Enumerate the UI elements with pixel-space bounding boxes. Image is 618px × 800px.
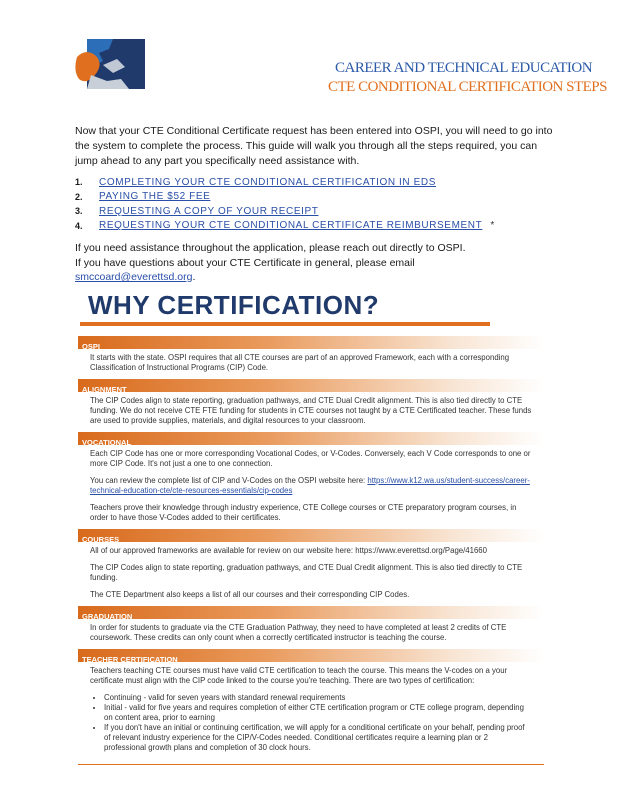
section-heading: WHY CERTIFICATION? [88,290,380,320]
section-title: COURSES [82,535,120,544]
cip-codes-intro: You can review the complete list of CIP and V-Codes on the OSPI website here: [90,476,366,485]
step-link-completing-certification[interactable]: COMPLETING YOUR CTE CONDITIONAL CERTIFICATION IN EDS [99,176,436,188]
section-text: Teachers prove their knowledge through industry experience, CTE College courses or CTE preparatory program courses, in order to have those V-Codes added to their certificates. [90,503,517,522]
section-header-ospi [78,336,544,349]
certification-types-list [90,693,532,753]
section-text: The CIP Codes align to state reporting, graduation pathways, and CTE Dual Credit alignment. This is also tied directly to CTE funding. We do not receive CTE FTE funding for students in CTE courses not taught by a CTE Certificated teacher. These funds are used to provide supplies, materials, and digital resources to your classroom. [90,396,532,425]
section-text: It starts with the state. OSPI requires that all CTE courses are part of an approved Framework, each with a corresponding Classification of Instructional Programs (CIP) Code. [90,353,510,372]
help-paragraph [75,241,555,285]
header-subtitle: CTE CONDITIONAL CERTIFICATION STEPS [328,79,607,95]
list-item [75,204,575,219]
help-line-ospi: If you need assistance throughout the application, please reach out directly to OSPI. [75,242,466,254]
step-link-requesting-reimbursement[interactable]: REQUESTING YOUR CTE CONDITIONAL CERTIFICATE REIMBURSEMENT [99,220,483,232]
district-logo-icon [73,35,148,93]
section-title: OSPI [82,342,100,351]
cip-codes-link[interactable]: https://www.k12.wa.us/student-success/career-technical-education-cte/cte-resources-essentials/cip-codes [90,476,530,495]
section-title: GRADUATION [82,612,133,621]
section-text: In order for students to graduate via the CTE Graduation Pathway, they need to have completed at least 2 credits of CTE coursework. These credits can only count when a correctly certificated instructor is teaching the course. [90,623,507,642]
step-number: 1. [75,177,83,188]
asterisk-note: * [490,220,495,232]
section-body-ospi [78,349,544,379]
section-text: The CTE Department also keeps a list of all our courses and their corresponding CIP Codes. [90,590,410,599]
list-item [75,175,575,190]
section-body-graduation [78,619,544,649]
step-link-requesting-receipt[interactable]: REQUESTING A COPY OF YOUR RECEIPT [99,205,319,217]
step-number: 4. [75,220,83,231]
certification-sections [78,336,544,757]
section-body-alignment [78,392,544,432]
section-header-vocational [78,432,544,445]
list-item: • Continuing - valid for seven years with standard renewal requirements [104,693,532,703]
section-header-courses [78,529,544,542]
section-header-teacher-certification [78,649,544,662]
section-text: Teachers teaching CTE courses must have valid CTE certification to teach the course. This means the V-codes on a your certificate must align with the CIP code linked to the course you're teaching. There are two types of certification: [90,666,508,685]
section-title: ALIGNMENT [82,385,127,394]
help-period: . [192,271,196,283]
header-title: CAREER AND TECHNICAL EDUCATION [335,60,593,76]
section-text: All of our approved frameworks are available for review on our website here: https://www.everettsd.org/Page/41660 [90,546,487,555]
step-link-paying-fee[interactable]: PAYING THE $52 FEE [99,191,211,203]
steps-list [75,175,575,233]
list-item: • If you don't have an initial or continuing certification, we will apply for a conditional certificate on your behalf, pending proof of relevant industry experience for the CIP/V-Codes needed. Conditional certificates require a learning plan or 2 professional growth plans and completion of 30 clock hours. [104,723,532,753]
list-item: • Initial - valid for five years and requires completion of either CTE certification program or CTE college program, depending on content area, prior to earning [104,703,532,723]
section-header-alignment [78,379,544,392]
step-number: 3. [75,206,83,217]
section-text [90,476,532,496]
section-title: VOCATIONAL [82,438,132,447]
footer-divider [78,764,544,765]
section-header-graduation [78,606,544,619]
section-title: TEACHER CERTIFICATION [82,655,178,664]
contact-email-link[interactable]: smccoard@everettsd.org [75,271,193,283]
list-item [75,190,575,205]
section-text: The CIP Codes align to state reporting, graduation pathways, and CTE Dual Credit alignment. This is also tied directly to CTE funding. [90,563,523,582]
heading-underline [80,322,490,326]
section-body-courses [78,542,544,606]
section-body-vocational [78,445,544,529]
step-number: 2. [75,191,83,202]
help-line-email-intro: If you have questions about your CTE Certificate in general, please email [75,256,415,269]
intro-paragraph: Now that your CTE Conditional Certificate request has been entered into OSPI, you will need to go into the system to complete the process. This guide will walk you through all the steps required, you can jump ahead to any part you specifically need assistance with. [75,125,553,167]
section-body-teacher-certification [78,662,544,757]
list-item [75,219,575,234]
section-text: Each CIP Code has one or more corresponding Vocational Codes, or V-Codes. Conversely, each V Code corresponds to one or more CIP Code. It's not just a one to one connection. [90,449,531,468]
